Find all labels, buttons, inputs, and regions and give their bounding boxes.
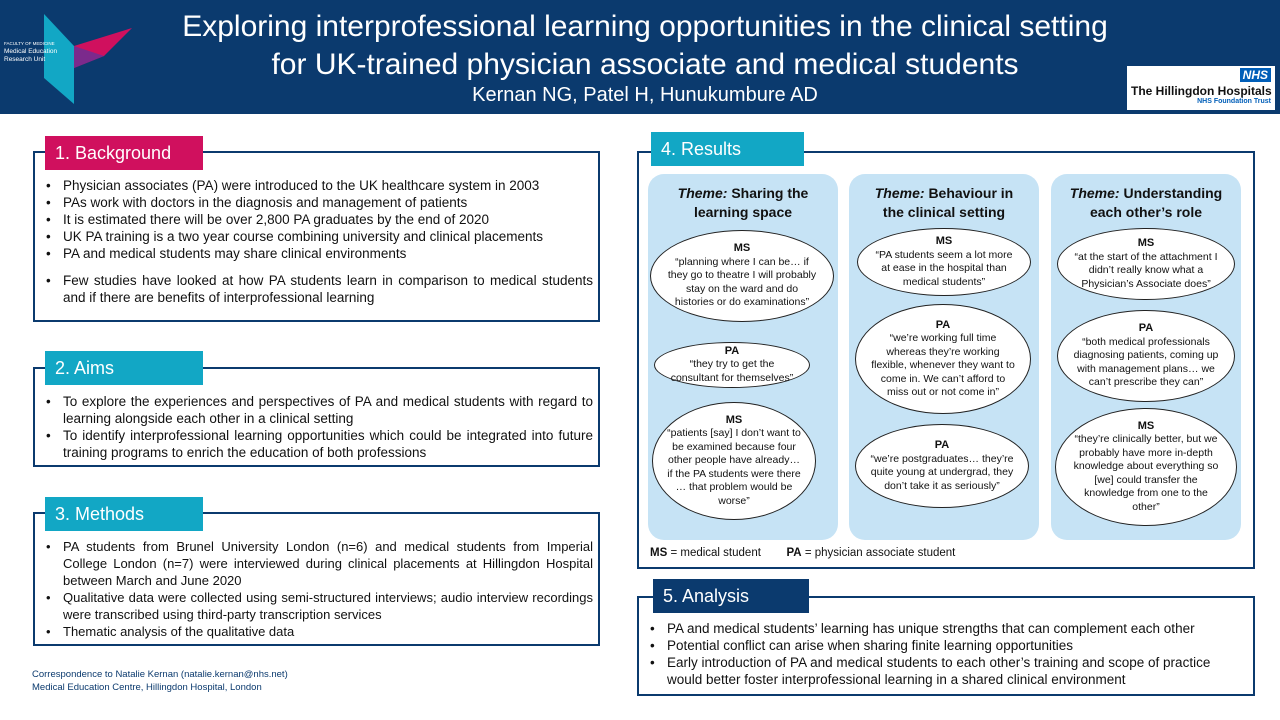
analysis-item: • PA and medical students’ learning has unique strengths that can complement each other: [641, 620, 1241, 637]
quote-bubble: PA “they try to get the consultant for themselves”: [654, 342, 810, 388]
quote-bubble: PA “both medical professionals diagnosing patients, coming up with management plans… we can’t prescribe they can”: [1057, 310, 1235, 402]
theme-heading: Theme: Understanding each other’s role: [1069, 185, 1223, 220]
methods-section: [33, 512, 600, 646]
poster-header: [0, 0, 1280, 114]
quote-bubble: PA “we’re working full time whereas they’re working flexible, whenever they want to come in. We can’t afford to miss out or not come in”: [855, 304, 1031, 414]
analysis-item: • Potential conflict can arise when sharing finite learning opportunities: [641, 637, 1241, 654]
unit-logo-text: FACULTY OF MEDICINE Medical Education Research Unit: [4, 41, 58, 63]
theme-column-sharing: [648, 174, 838, 540]
theme-heading: Theme: Sharing the learning space: [677, 185, 809, 220]
quote-bubble: MS “PA students seem a lot more at ease in the hospital than medical students”: [857, 228, 1031, 296]
quote-bubble: MS “patients [say] I don’t want to be examined because four other people have already… if the PA students were there … that problem would be worse”: [652, 402, 816, 520]
aims-heading: 2. Aims: [45, 351, 203, 385]
results-heading: 4. Results: [651, 132, 804, 166]
background-item: • It is estimated there will be over 2,800 PA graduates by the end of 2020: [37, 211, 593, 228]
methods-item: • PA students from Brunel University London (n=6) and medical students from Imperial College London (n=7) were interviewed during clinical placements at Hillingdon Hospital between March and June 2020: [37, 538, 593, 589]
background-item: • Few studies have looked at how PA students learn in comparison to medical students and if there are benefits of interprofessional learning: [37, 272, 593, 306]
methods-heading: 3. Methods: [45, 497, 203, 531]
analysis-item: • Early introduction of PA and medical students to each other’s training and scope of practice would better foster interprofessional learning in a shared clinical environment: [641, 654, 1241, 688]
aims-item: • To identify interprofessional learning opportunities which could be integrated into future training programs to enrich the education of both professions: [37, 427, 593, 461]
hospital-trust: NHS Foundation Trust: [1197, 98, 1271, 105]
background-item: • UK PA training is a two year course combining university and clinical placements: [37, 228, 593, 245]
background-heading: 1. Background: [45, 136, 203, 170]
hospital-name: The Hillingdon Hospitals: [1131, 84, 1272, 98]
background-item: • PAs work with doctors in the diagnosis and management of patients: [37, 194, 593, 211]
background-item: • PA and medical students may share clinical environments: [37, 245, 593, 262]
results-legend: MS = medical student PA = physician associate student: [650, 547, 956, 559]
methods-item: • Qualitative data were collected using semi-structured interviews; audio interview recordings were transcribed using third-party transcription services: [37, 589, 593, 623]
hillingdon-hospitals-logo: [1127, 66, 1275, 110]
nhs-badge: NHS: [1240, 68, 1271, 82]
quote-bubble: MS “at the start of the attachment I didn’t really know what a Physician’s Associate does”: [1057, 228, 1235, 300]
theme-column-behaviour: [849, 174, 1039, 540]
quote-bubble: MS “they’re clinically better, but we probably have more in-depth knowledge about everything so [we] could transfer the knowledge from one to the other”: [1055, 408, 1237, 526]
quote-bubble: MS “planning where I can be… if they go to theatre I will probably stay on the ward and do histories or do examinations”: [650, 230, 834, 322]
methods-item: • Thematic analysis of the qualitative data: [37, 623, 593, 640]
authors: Kernan NG, Patel H, Hunukumbure AD: [472, 84, 818, 106]
correspondence: Correspondence to Natalie Kernan (natalie.kernan@nhs.net) Medical Education Centre, Hillingdon Hospital, London: [32, 669, 288, 693]
background-section: [33, 151, 600, 322]
aims-item: • To explore the experiences and perspectives of PA and medical students with regard to learning alongside each other in a clinical setting: [37, 393, 593, 427]
theme-column-understanding: [1051, 174, 1241, 540]
background-item: • Physician associates (PA) were introduced to the UK healthcare system in 2003: [37, 177, 593, 194]
poster-title: Exploring interprofessional learning opportunities in the clinical setting for UK-trained physician associate and medical students: [182, 10, 1108, 81]
quote-bubble: PA “we’re postgraduates… they’re quite young at undergrad, they don’t take it as seriously”: [855, 424, 1029, 508]
theme-heading: Theme: Behaviour in the clinical setting: [874, 185, 1014, 220]
analysis-heading: 5. Analysis: [653, 579, 809, 613]
